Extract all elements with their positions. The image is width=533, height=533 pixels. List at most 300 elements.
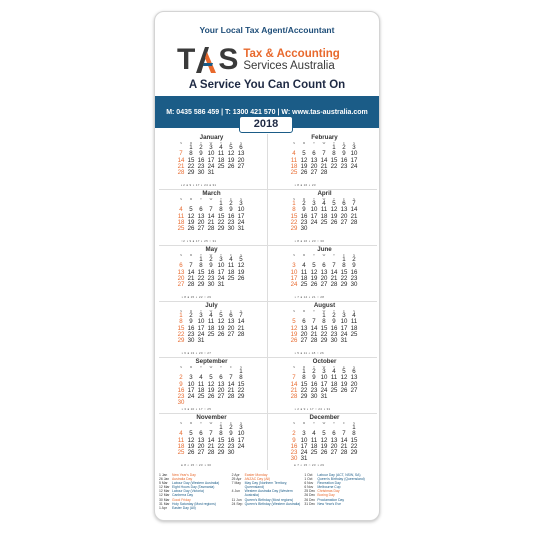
day-cell: 8	[292, 206, 296, 214]
day-cell: 14	[330, 268, 338, 276]
day-cell: 18	[217, 156, 225, 164]
day-cell: 27	[227, 330, 235, 338]
day-cell: 22	[187, 162, 195, 170]
day-cell: 3	[322, 368, 326, 375]
weekday-label: W	[322, 253, 326, 257]
week-row	[176, 282, 268, 288]
day-cell: 30	[227, 225, 235, 233]
day-cell: 28	[290, 393, 298, 401]
contact-text: M: 0435 586 459 | T: 1300 421 570 | W: www.tas-australia.com	[166, 108, 368, 116]
weekday-label: W	[209, 197, 213, 201]
day-cell: 15	[320, 324, 328, 332]
day-cell: 25	[310, 449, 318, 457]
day-cell: 10	[310, 206, 318, 214]
day-cell	[339, 394, 349, 400]
holiday-date: 6 Nov	[304, 485, 314, 490]
day-cell: 3	[342, 312, 346, 319]
day-cell: 26	[310, 281, 318, 289]
day-cell: 24	[187, 393, 195, 401]
day-cell: 21	[207, 442, 215, 450]
day-cell: 19	[217, 324, 225, 332]
day-cell: 22	[300, 386, 308, 394]
holiday-name: Recreation Day	[317, 481, 341, 486]
holiday-name: Labour Day (Western Australia)	[172, 481, 220, 486]
day-cell: 24	[207, 162, 215, 170]
weekday-label: S	[293, 309, 295, 313]
day-cell: 17	[290, 274, 298, 282]
day-cell: 13	[350, 374, 358, 382]
day-cell: 6	[322, 262, 326, 270]
day-cell: 21	[290, 386, 298, 394]
day-cell	[226, 282, 236, 288]
holiday-row	[232, 489, 303, 497]
row-divider	[159, 357, 377, 358]
day-cell: 24	[350, 162, 358, 170]
day-cell: 4	[302, 262, 306, 270]
day-cell: 17	[320, 380, 328, 388]
day-cell: 10	[300, 436, 308, 444]
day-cell	[329, 226, 339, 232]
holiday-name: Canberra Day	[172, 493, 194, 498]
day-cell: 21	[227, 386, 235, 394]
day-cell: 5	[209, 374, 213, 382]
day-cell: 31	[237, 225, 245, 233]
day-cell: 1	[302, 368, 306, 375]
day-cell: 16	[290, 442, 298, 450]
day-cell: 31	[340, 337, 348, 345]
day-cell: 16	[197, 156, 205, 164]
weekday-label: S	[353, 141, 355, 145]
day-cell: 29	[300, 393, 308, 401]
month-name: July	[205, 302, 218, 309]
day-cell: 2	[229, 424, 233, 431]
holiday-name: Queen's Birthday (Queensland)	[317, 477, 365, 482]
weekday-label: W	[209, 141, 213, 145]
day-cell: 16	[330, 324, 338, 332]
day-cell: 28	[350, 218, 358, 226]
day-cell: 3	[302, 430, 306, 438]
day-cell: 15	[217, 436, 225, 444]
day-cell: 8	[239, 374, 243, 382]
day-cell: 7	[332, 262, 336, 270]
day-cell: 27	[320, 281, 328, 289]
day-cell: 6	[199, 206, 203, 214]
day-cell	[206, 400, 216, 406]
day-cell: 25	[217, 162, 225, 170]
day-cell: 3	[209, 144, 213, 151]
day-cell: 17	[340, 324, 348, 332]
day-cell: 20	[330, 442, 338, 450]
day-cell: 7	[352, 200, 356, 207]
day-cell	[339, 170, 349, 176]
day-cell: 1	[199, 256, 203, 263]
day-cell: 2	[189, 312, 193, 319]
day-cell: 1	[219, 200, 223, 207]
weekday-label: T	[200, 141, 202, 145]
day-cell: 5	[332, 200, 336, 207]
day-cell: 9	[292, 436, 296, 444]
holiday-date: 25 Apr	[231, 477, 242, 482]
logo	[177, 44, 340, 76]
holiday-name: Eight Hours Day (Tasmania)	[172, 485, 215, 490]
day-cell: 5	[219, 312, 223, 319]
day-cell: 17	[300, 442, 308, 450]
day-cell: 24	[237, 442, 245, 450]
moon-phases: ● 8 ◐ 15 ○ 23 ◑ 30	[181, 463, 212, 467]
weekday-label: T	[220, 197, 222, 201]
day-cell	[349, 394, 359, 400]
day-cell: 29	[290, 225, 298, 233]
day-cell: 8	[332, 150, 336, 158]
day-cell: 12	[290, 324, 298, 332]
holiday-date: 1 Jan	[159, 473, 168, 477]
holiday-date: 2 Apr	[231, 473, 240, 477]
day-cell	[236, 282, 246, 288]
day-cell: 24	[320, 386, 328, 394]
holiday-date: 31 Dec	[304, 501, 316, 506]
day-cell: 30	[290, 455, 298, 463]
day-cell: 23	[340, 162, 348, 170]
month-april	[268, 190, 380, 244]
day-cell: 29	[320, 337, 328, 345]
day-cell: 28	[227, 393, 235, 401]
day-cell: 10	[207, 150, 215, 158]
month-name: September	[195, 358, 228, 365]
day-cell	[309, 456, 319, 462]
day-cell: 4	[322, 200, 326, 207]
day-cell: 13	[227, 318, 235, 326]
day-cell: 28	[330, 281, 338, 289]
day-cell: 4	[312, 430, 316, 438]
day-cell: 25	[177, 225, 185, 233]
day-cell: 27	[217, 393, 225, 401]
day-cell: 18	[330, 380, 338, 388]
day-cell: 6	[239, 144, 243, 151]
day-cell: 13	[330, 436, 338, 444]
day-cell: 8	[302, 374, 306, 382]
weekday-label: S	[293, 197, 295, 201]
day-cell	[339, 226, 349, 232]
day-cell: 14	[187, 268, 195, 276]
weekday-label: T	[200, 421, 202, 425]
moon-phases: ◑ 6 ● 13 ◐ 20 ○ 27	[181, 351, 212, 355]
month-march	[155, 190, 268, 244]
weekday-label: S	[180, 365, 182, 369]
day-cell: 5	[302, 150, 306, 158]
weekday-label: F	[343, 197, 345, 201]
day-cell: 11	[320, 206, 328, 214]
day-cell: 24	[340, 330, 348, 338]
day-cell: 1	[322, 312, 326, 319]
day-cell: 19	[310, 274, 318, 282]
day-cell: 21	[310, 330, 318, 338]
day-cell	[349, 456, 359, 462]
day-cell: 20	[340, 212, 348, 220]
day-cell: 7	[239, 312, 243, 319]
day-cell: 30	[187, 337, 195, 345]
day-cell: 20	[237, 156, 245, 164]
weekday-label: F	[230, 253, 232, 257]
weekday-label: F	[230, 197, 232, 201]
weekday-label: W	[322, 141, 326, 145]
day-cell: 9	[229, 430, 233, 438]
day-cell: 12	[310, 268, 318, 276]
column-divider	[267, 134, 268, 470]
month-name: June	[317, 246, 332, 253]
weekday-label: S	[180, 309, 182, 313]
weekday-label: S	[240, 141, 242, 145]
day-cell: 8	[352, 430, 356, 438]
holiday-date: 26 Dec	[304, 497, 316, 502]
day-cell: 26	[290, 337, 298, 345]
day-cell: 8	[219, 206, 223, 214]
day-cell: 13	[320, 268, 328, 276]
day-cell: 5	[322, 430, 326, 438]
day-cell: 26	[217, 330, 225, 338]
day-cell: 7	[189, 262, 193, 270]
day-cell: 1	[332, 144, 336, 151]
day-cell: 6	[352, 368, 356, 375]
day-cell: 22	[320, 330, 328, 338]
holiday-date: 26 Jan	[159, 477, 170, 482]
day-cell: 29	[197, 281, 205, 289]
day-cell: 20	[310, 162, 318, 170]
weekday-label: M	[302, 309, 306, 313]
day-cell: 25	[350, 330, 358, 338]
month-february	[268, 134, 380, 188]
weekday-label: T	[220, 141, 222, 145]
day-cell: 6	[199, 430, 203, 438]
day-cell: 12	[340, 374, 348, 382]
holiday-column-3	[304, 473, 377, 510]
holiday-name: Easter Monday	[244, 473, 268, 477]
day-cell: 7	[179, 150, 183, 158]
moon-phases: ◑ 8 ● 15 ◐ 22 ○ 29	[181, 295, 212, 299]
day-cell: 19	[187, 442, 195, 450]
day-cell: 12	[207, 380, 215, 388]
day-cell: 27	[237, 162, 245, 170]
day-cell: 2	[312, 368, 316, 375]
holiday-date: 4 Jun	[231, 489, 240, 494]
row-divider	[159, 189, 377, 190]
day-cell: 11	[197, 380, 205, 388]
month-name: March	[202, 190, 221, 197]
month-december	[268, 414, 380, 468]
day-cell: 21	[177, 162, 185, 170]
day-cell: 6	[302, 318, 306, 326]
weekday-label: S	[293, 253, 295, 257]
weekday-label: S	[240, 197, 242, 201]
day-cell: 24	[300, 449, 308, 457]
day-cell: 31	[300, 455, 308, 463]
day-cell	[349, 338, 359, 344]
day-cell	[226, 400, 236, 406]
day-cell: 28	[187, 281, 195, 289]
day-cell: 18	[177, 442, 185, 450]
day-cell	[319, 456, 329, 462]
weekday-label: F	[343, 141, 345, 145]
moon-phases: ◑ 2 ● 9 ◐ 17 ○ 24 ◑ 31	[294, 407, 331, 411]
day-cell: 20	[300, 330, 308, 338]
day-cell: 17	[310, 212, 318, 220]
holiday-name: Boxing Day	[317, 493, 335, 498]
row-divider	[159, 413, 377, 414]
weekday-label: S	[353, 197, 355, 201]
day-cell: 29	[217, 225, 225, 233]
day-cell: 6	[219, 374, 223, 382]
holiday-date: 1 Oct	[304, 473, 313, 477]
holiday-name: ANZAC Day (All)	[244, 477, 271, 482]
weekday-label: M	[189, 197, 193, 201]
day-cell: 17	[237, 436, 245, 444]
weekday-label: T	[313, 365, 315, 369]
weekday-label: T	[220, 253, 222, 257]
logo-line-1: Tax & Accounting	[243, 47, 340, 60]
slogan: A Service You Can Count On	[188, 79, 346, 91]
day-cell: 21	[330, 274, 338, 282]
day-cell: 15	[290, 212, 298, 220]
day-cell: 1	[239, 368, 243, 375]
month-january	[155, 134, 268, 188]
day-cell: 16	[340, 156, 348, 164]
day-cell: 2	[292, 430, 296, 438]
day-cell: 3	[239, 424, 243, 431]
day-cell: 31	[217, 281, 225, 289]
day-cell: 19	[320, 442, 328, 450]
day-cell: 26	[207, 393, 215, 401]
day-cell: 5	[239, 256, 243, 263]
day-cell: 27	[177, 281, 185, 289]
holiday-name: New Year's Eve	[317, 501, 341, 506]
holiday-name: Good Friday	[172, 497, 191, 502]
week-row	[176, 226, 268, 232]
day-cell: 3	[189, 374, 193, 382]
weekday-label: S	[293, 365, 295, 369]
holiday-date: 30 Mar	[159, 497, 170, 502]
day-cell: 28	[310, 337, 318, 345]
day-cell: 19	[330, 212, 338, 220]
day-cell: 10	[350, 150, 358, 158]
day-cell: 30	[310, 393, 318, 401]
week-row	[289, 456, 380, 462]
moon-phases: ◑ 8 ● 16 ◐ 23	[294, 183, 316, 187]
day-cell: 5	[189, 430, 193, 438]
holiday-list	[159, 473, 377, 510]
holiday-date: 12 Mar	[159, 489, 170, 494]
day-cell: 16	[300, 212, 308, 220]
weekday-label: S	[180, 141, 182, 145]
day-cell: 12	[187, 436, 195, 444]
weekday-label: T	[313, 141, 315, 145]
holiday-date: 26 Dec	[304, 493, 316, 498]
day-cell: 25	[227, 274, 235, 282]
day-cell: 30	[207, 281, 215, 289]
day-cell: 1	[179, 312, 183, 319]
day-cell: 10	[187, 380, 195, 388]
month-september	[155, 358, 268, 412]
weekday-label: M	[189, 253, 193, 257]
day-cell: 21	[207, 218, 215, 226]
day-cell: 28	[207, 225, 215, 233]
day-cell: 15	[300, 380, 308, 388]
holiday-name: Labour Day (ACT, NSW, SA)	[317, 473, 361, 477]
day-cell: 7	[292, 374, 296, 382]
day-cell: 2	[209, 256, 213, 263]
month-name: April	[317, 190, 332, 197]
day-cell: 15	[237, 380, 245, 388]
weekday-label: S	[353, 421, 355, 425]
day-cell: 10	[320, 374, 328, 382]
day-cell: 8	[179, 318, 183, 326]
month-may	[155, 246, 268, 300]
weekday-label: M	[302, 253, 306, 257]
holiday-date: 11 Jun	[231, 497, 242, 502]
day-cell: 23	[350, 274, 358, 282]
week-row	[289, 394, 380, 400]
day-cell: 20	[197, 218, 205, 226]
day-cell: 9	[209, 262, 213, 270]
day-cell: 31	[207, 169, 215, 177]
day-cell: 17	[197, 324, 205, 332]
day-cell: 26	[237, 274, 245, 282]
day-cell: 28	[237, 330, 245, 338]
day-cell: 22	[350, 442, 358, 450]
day-cell: 12	[330, 206, 338, 214]
week-row	[176, 338, 268, 344]
weekday-label: S	[353, 253, 355, 257]
day-cell: 16	[177, 386, 185, 394]
weekday-label: M	[189, 421, 193, 425]
holiday-name: Holy Saturday (Most regions)	[172, 501, 216, 506]
day-cell: 7	[209, 430, 213, 438]
day-cell: 8	[342, 262, 346, 270]
day-cell: 29	[187, 169, 195, 177]
day-cell: 25	[300, 281, 308, 289]
month-name: December	[309, 414, 340, 421]
day-cell: 17	[217, 268, 225, 276]
moon-phases: ◑ 5 ● 11 ◐ 18 ○ 26	[294, 351, 324, 355]
weekday-label: F	[343, 309, 345, 313]
day-cell: 15	[340, 268, 348, 276]
day-cell: 27	[340, 218, 348, 226]
month-name: January	[199, 134, 224, 141]
weekday-label: T	[313, 253, 315, 257]
day-cell: 24	[290, 281, 298, 289]
day-cell: 7	[209, 206, 213, 214]
weekday-label: M	[189, 309, 193, 313]
moon-phases: ◑ 8 ● 16 ◐ 23 ○ 30	[294, 239, 325, 243]
day-cell: 25	[177, 449, 185, 457]
day-cell: 7	[312, 318, 316, 326]
holiday-name: Easter Day (All)	[172, 505, 196, 510]
day-cell: 2	[229, 200, 233, 207]
holiday-row	[304, 502, 375, 506]
day-cell: 11	[177, 436, 185, 444]
holiday-row	[232, 502, 303, 506]
day-cell: 22	[330, 162, 338, 170]
day-cell: 27	[197, 225, 205, 233]
day-cell: 2	[332, 312, 336, 319]
weekday-label: S	[353, 365, 355, 369]
weekday-label: T	[200, 309, 202, 313]
day-cell: 2	[302, 200, 306, 207]
day-cell: 11	[330, 374, 338, 382]
day-cell	[349, 170, 359, 176]
holiday-row	[159, 506, 230, 510]
weekday-label: F	[230, 365, 232, 369]
weekday-label: W	[322, 197, 326, 201]
day-cell: 11	[310, 436, 318, 444]
